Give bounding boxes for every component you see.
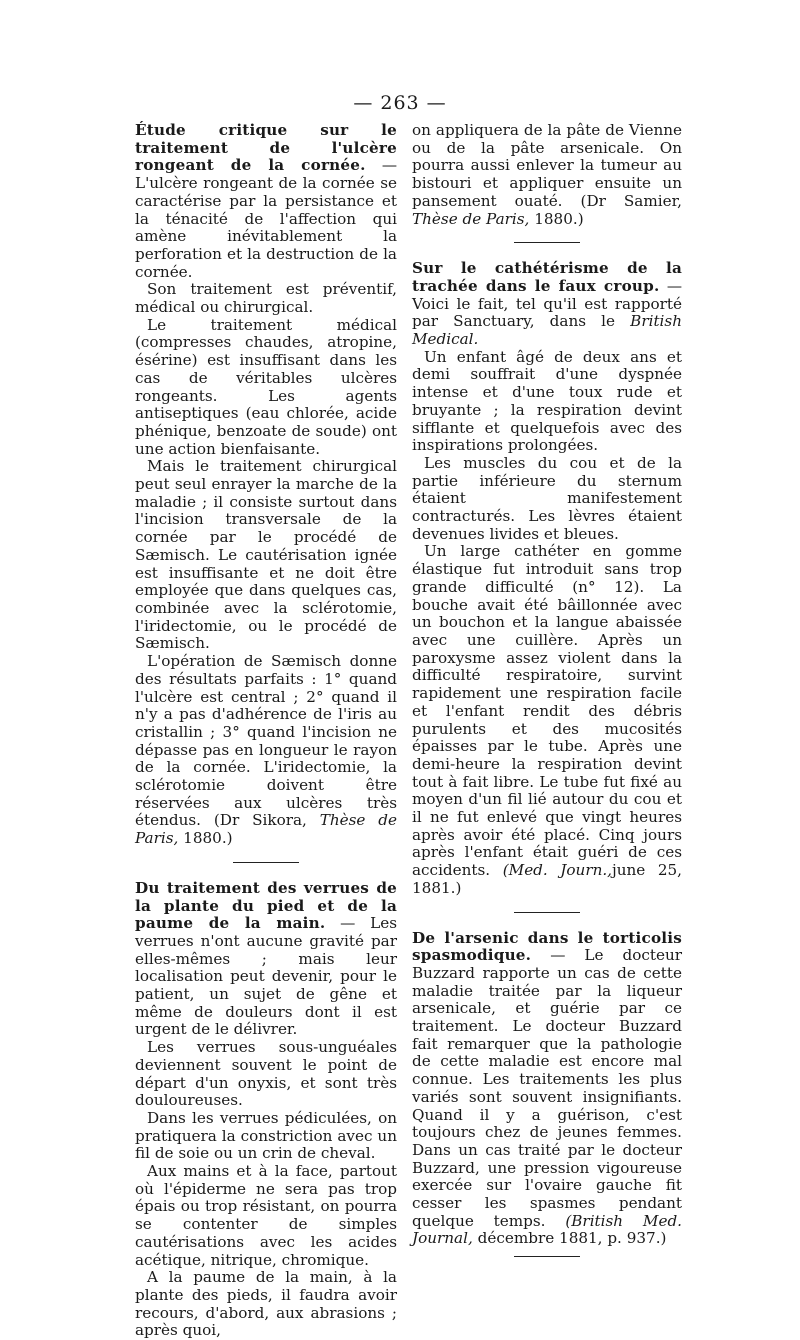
- paragraph: Un enfant âgé de deux ans et demi souffrait d'une dyspnée intense et d'une toux rude et bruyante ; la respiration devint sifflante et quelquefois avec des inspirations prolongées.: [412, 347, 682, 455]
- section-separator: [514, 912, 580, 913]
- paragraph: Mais le traitement chirurgical peut seul enrayer la marche de la maladie ; il consiste surtout dans l'incision transversale de la cornée par le procédé de Sæmisch. Le cautérisation ignée est insuffisante et ne doit être employée que dans quelques cas, combinée avec la sclérotomie, l'iridectomie, ou le procédé de Sæmisch.: [135, 457, 397, 653]
- citation-source: (British Med. Journal,: [412, 1211, 682, 1248]
- citation-source: (Med. Journ.,: [502, 861, 613, 880]
- article-catheterisme: [412, 260, 682, 349]
- paragraph: [412, 543, 682, 897]
- section-separator: [514, 242, 580, 243]
- article-arsenic: [412, 930, 682, 1249]
- left-column: [135, 122, 397, 1340]
- citation-source: British Medical.: [412, 312, 682, 349]
- citation-date: 1880.): [183, 829, 233, 848]
- citation-date: june 25, 1881.): [412, 861, 682, 897]
- article-ulcere: [135, 122, 397, 281]
- section-separator: [233, 862, 299, 863]
- paragraph: Son traitement est préventif, médical ou chirurgical.: [135, 280, 397, 317]
- paragraph-text: Un large cathéter en gomme élastique fut introduit sans trop grande difficulté (n° 12). La bouche avait été bâillonnée avec un bouchon et la langue abaissée avec une cuillère. Après un paroxysme assez violent dans la difficulté respiratoire, survint rapidement une respiration facile et l'enfant rendit des débris purulents et des mucosités épaisses par le tube. Après une demi-heure la respiration devint tout à fait libre. Le tube fut fixé au moyen d'un fil lié autour du cou et il ne fut enlevé que vingt heures après avoir été placé. Cinq jours après l'enfant était guéri de ces accidents.: [412, 542, 682, 880]
- article-title: Étude critique sur le traitement de l'ulcère rongeant de la cornée.: [135, 121, 397, 175]
- paragraph: [135, 653, 397, 848]
- citation: (Dr Sikora,: [213, 811, 307, 830]
- citation: (Dr Samier,: [580, 191, 682, 210]
- paragraph-text: — L'ulcère rongeant de la cornée se caractérise par la persistance et la ténacité de l'affection qui amène inévitablement la perforation et la destruction de la cornée.: [135, 156, 397, 281]
- paragraph-text: L'opération de Sæmisch donne des résultats parfaits : 1° quand l'ulcère est central ; 2° quand il n'y a pas d'adhérence de l'iris au cristallin ; 3° quand l'incision ne dépasse pas en longueur le rayon de la cornée. L'iridectomie, la sclérotomie doivent être réservées aux ulcères très étendus.: [135, 652, 397, 830]
- paragraph: Les verrues sous-unguéales deviennent souvent le point de départ d'un onyxis, et sont très douloureuses.: [135, 1038, 397, 1110]
- paragraph: Aux mains et à la face, partout où l'épiderme ne sera pas trop épais ou trop résistant, on pourra se contenter de simples cautérisations avec les acides acétique, nitrique, chromique.: [135, 1162, 397, 1269]
- article-title: Du traitement des verrues de la plante du pied et de la paume de la main.: [135, 878, 397, 933]
- paragraph: Le traitement médical (compresses chaudes, atropine, ésérine) est insuffisant dans les cas de véritables ulcères rongeants. Les agents antiseptiques (eau chlorée, acide phénique, benzoate de soude) ont une action bienfaisante.: [135, 315, 397, 458]
- paragraph-text: —Voici le fait, tel qu'il est rapporté par Sanctuary, dans le: [412, 276, 683, 331]
- paragraph: Dans les verrues pédiculées, on pratiquera la constriction avec un fil de soie ou un crin de cheval.: [135, 1108, 397, 1163]
- citation-date: décembre 1881, p. 937.): [477, 1229, 667, 1248]
- citation-source: Thèse de Paris,: [135, 811, 397, 848]
- paragraph-text: — Les verrues n'ont aucune gravité par elles-mêmes ; mais leur localisation peut devenir, pour le patient, un sujet de gêne et même de douleurs dont il est urgent de le délivrer.: [135, 914, 397, 1039]
- paragraph: Les muscles du cou et de la partie inférieure du sternum étaient manifestement contracturés. Les lèvres étaient devenues livides et bleues.: [412, 453, 682, 543]
- citation-date: 1880.): [534, 209, 584, 228]
- paragraph-text: on appliquera de la pâte de Vienne ou de la pâte arsenicale. On pourra aussi enlever la tumeur au bistouri et appliquer ensuite un pansement ouaté.: [412, 121, 682, 210]
- citation-source: Thèse de Paris,: [412, 209, 530, 228]
- article-title: De l'arsenic dans le torticolis spasmodique.: [412, 928, 682, 965]
- paragraph-text: — Le docteur Buzzard rapporte un cas de cette maladie traitée par la liqueur arsenicale, et guérie par ce traitement. Le docteur Buzzard fait remarquer que la pathologie de cette maladie est encore mal connue. Les traitements les plus variés sont souvent insignifiants. Quand il y a guérison, c'est toujours chez de jeunes femmes. Dans un cas traité par le docteur Buzzard, une pression vigoureuse exercée sur l'ovaire gauche fit cesser les spasmes pendant quelque temps.: [412, 946, 683, 1230]
- end-separator: [514, 1256, 580, 1257]
- page-number: — 263 —: [353, 92, 447, 114]
- paragraph: [412, 122, 682, 228]
- right-column: [412, 122, 682, 1257]
- article-title: Sur le cathétérisme de la trachée dans le faux croup.: [412, 259, 682, 295]
- paragraph: A la paume de la main, à la plante des pieds, il faudra avoir recours, d'abord, aux abrasions ; après quoi,: [135, 1268, 397, 1340]
- article-verrues: [135, 880, 397, 1039]
